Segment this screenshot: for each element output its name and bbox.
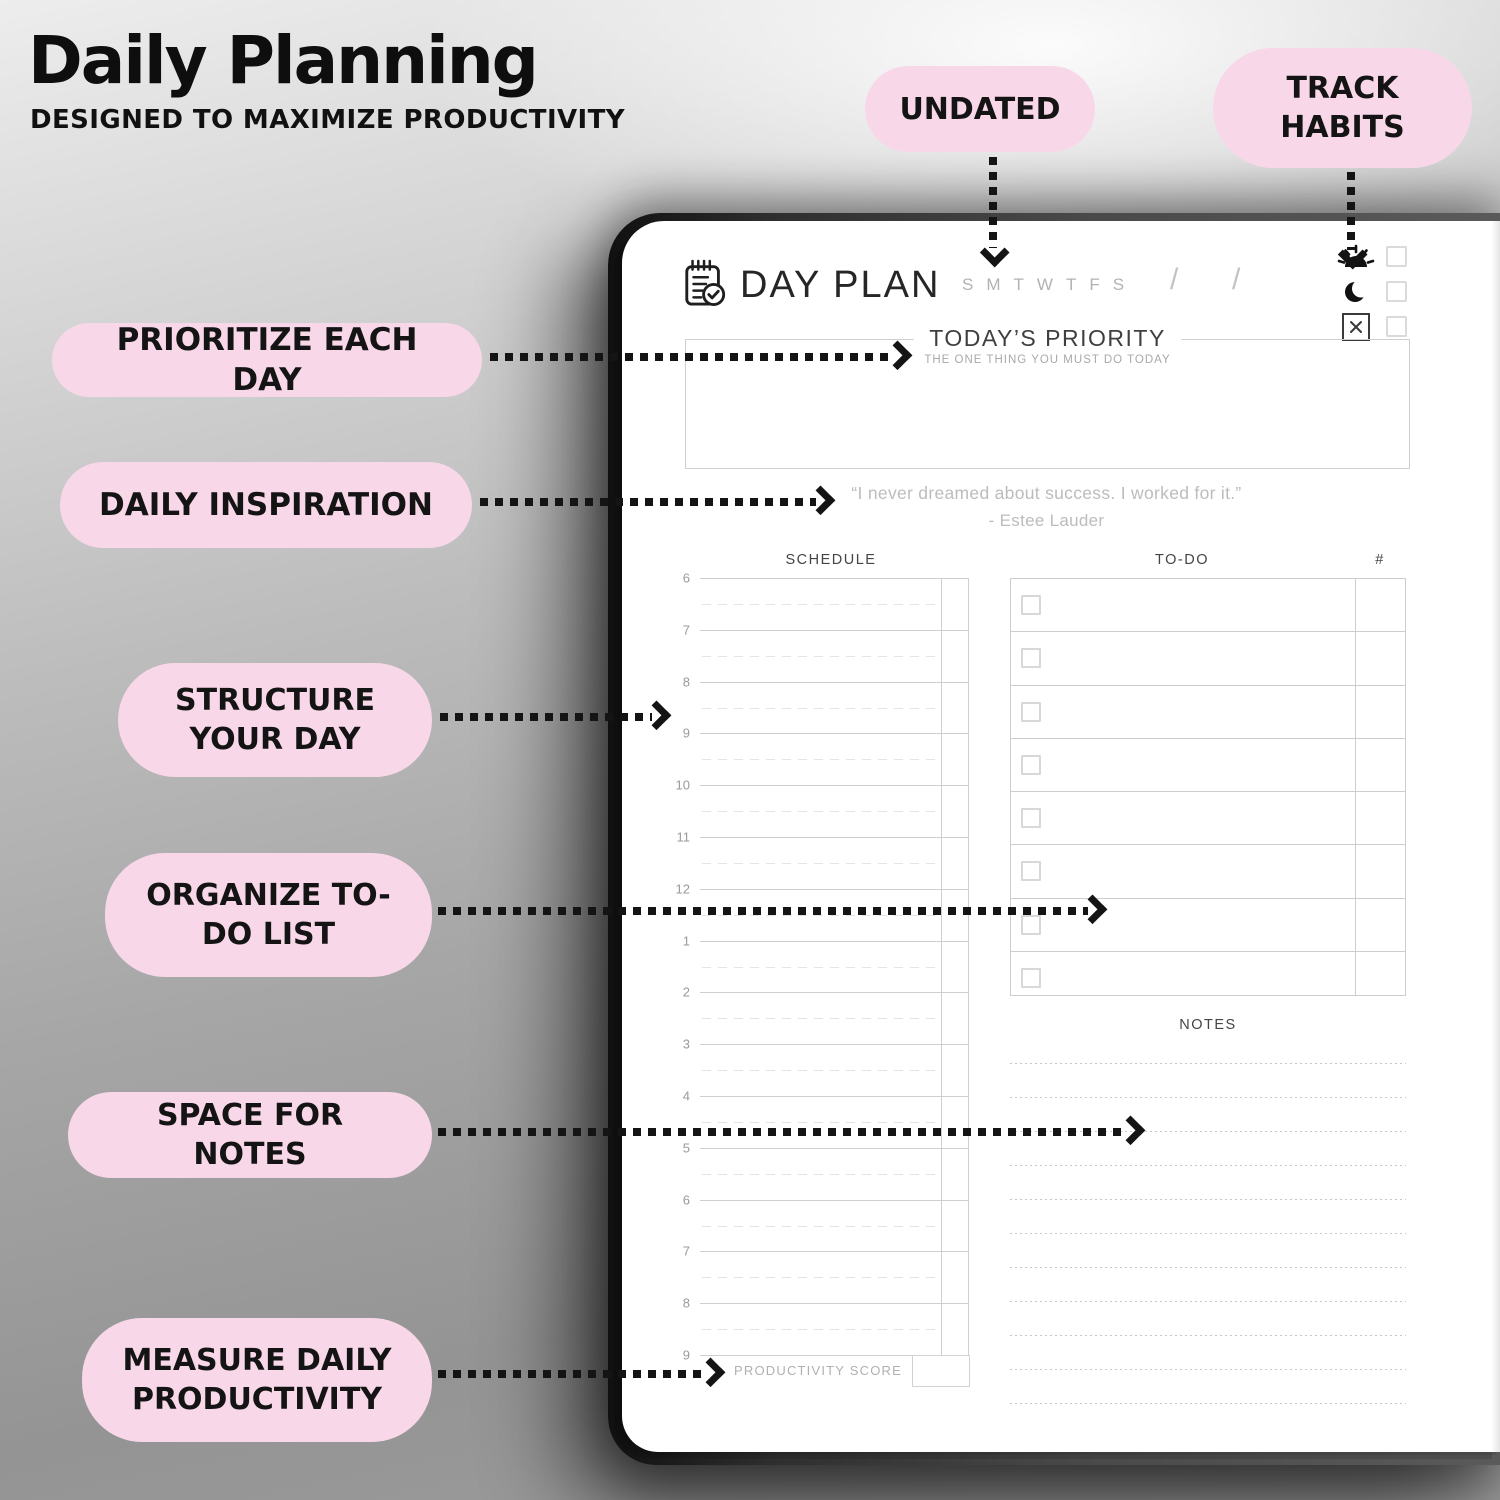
planner-page	[622, 221, 1500, 1452]
schedule-half-hour-line	[702, 604, 940, 605]
notes-line	[1010, 1335, 1406, 1336]
schedule-hour-label: 6	[682, 570, 690, 586]
schedule-half-hour-line	[702, 1122, 940, 1123]
schedule-half-hour-line	[702, 656, 940, 657]
notes-heading: NOTES	[1179, 1017, 1237, 1033]
notes-line	[1010, 1199, 1406, 1200]
todo-checkbox	[1021, 861, 1041, 881]
page-title: Daily Planning	[28, 22, 537, 99]
arrow-to-quote	[480, 498, 828, 506]
week-day-letter: S	[962, 275, 975, 294]
todo-row	[1011, 952, 1405, 1004]
schedule-hour-label: 3	[682, 1036, 690, 1052]
schedule-hour-line	[700, 889, 968, 890]
todo-row	[1011, 739, 1405, 792]
schedule-half-hour-line	[702, 811, 940, 812]
notes-line	[1010, 1301, 1406, 1302]
schedule-hour-line	[700, 837, 968, 838]
clipboard-check-icon	[682, 257, 728, 314]
date-slash: /	[1232, 263, 1241, 296]
schedule-hour-label: 8	[682, 674, 690, 690]
week-day-letter: M	[986, 275, 1002, 294]
arrow-to-priority-box	[490, 353, 905, 361]
schedule-hour-line	[700, 1303, 968, 1304]
schedule-hour-label: 7	[682, 1243, 690, 1259]
priority-subheading: THE ONE THING YOU MUST DO TODAY	[924, 354, 1171, 366]
schedule-hour-line	[700, 1044, 968, 1045]
schedule-hour-line	[700, 992, 968, 993]
todo-checkbox	[1021, 755, 1041, 775]
todo-row	[1011, 579, 1405, 632]
notes-line	[1010, 1165, 1406, 1166]
callout-structure-your-day: STRUCTURE YOUR DAY	[118, 663, 432, 777]
schedule-hour-label: 2	[682, 984, 690, 1000]
schedule-hour-label: 7	[682, 622, 690, 638]
schedule-hour-line	[700, 578, 968, 579]
schedule-grid	[660, 570, 968, 1363]
schedule-hour-line	[700, 733, 968, 734]
week-day-letter: F	[1089, 275, 1101, 294]
habit-row-evening	[1335, 278, 1407, 305]
schedule-hour-label: 5	[682, 1140, 690, 1156]
arrow-to-schedule	[440, 713, 664, 721]
schedule-hour-label: 10	[675, 777, 690, 793]
todo-row	[1011, 845, 1405, 898]
todo-heading: TO-DO	[1155, 552, 1209, 568]
notes-line	[1010, 1097, 1406, 1098]
week-day-letter: W	[1036, 275, 1054, 294]
schedule-hour-label: 11	[676, 829, 690, 845]
moon-icon	[1335, 280, 1377, 304]
todo-row	[1011, 792, 1405, 845]
schedule-half-hour-line	[702, 1070, 940, 1071]
date-slash: /	[1170, 263, 1179, 296]
schedule-hour-label: 9	[682, 1347, 690, 1363]
callout-organize-todo: ORGANIZE TO-DO LIST	[105, 853, 432, 977]
callout-measure-productivity: MEASURE DAILY PRODUCTIVITY	[82, 1318, 432, 1442]
callout-prioritize: PRIORITIZE EACH DAY	[52, 323, 482, 397]
schedule-hour-label: 4	[682, 1088, 690, 1104]
callout-space-for-notes: SPACE FOR NOTES	[68, 1092, 432, 1178]
habit-checkbox	[1386, 316, 1407, 337]
habit-checkbox	[1386, 281, 1407, 302]
schedule-hour-label: 1	[682, 933, 690, 949]
todo-checkbox	[1021, 915, 1041, 935]
arrow-to-productivity-score	[438, 1370, 718, 1378]
week-day-selector	[962, 275, 1125, 295]
notes-line	[1010, 1369, 1406, 1370]
schedule-half-hour-line	[702, 1174, 940, 1175]
schedule-half-hour-line	[702, 967, 940, 968]
daily-quote	[685, 483, 1408, 531]
arrow-to-date-row	[989, 157, 997, 260]
callout-track-habits: TRACK HABITS	[1213, 48, 1472, 168]
schedule-half-hour-line	[702, 1329, 940, 1330]
week-day-letter: T	[1065, 275, 1078, 294]
schedule-hour-label: 12	[675, 881, 690, 897]
callout-undated: UNDATED	[865, 66, 1095, 152]
page-subtitle: DESIGNED TO MAXIMIZE PRODUCTIVITY	[30, 105, 625, 136]
notes-line	[1010, 1063, 1406, 1064]
schedule-hour-line	[700, 1096, 968, 1097]
todo-checkbox	[1021, 968, 1041, 988]
schedule-hour-label: 8	[682, 1295, 690, 1311]
schedule-hour-label: 9	[682, 725, 690, 741]
schedule-column-divider	[941, 578, 942, 1355]
callout-daily-inspiration: DAILY INSPIRATION	[60, 462, 472, 548]
productivity-score-label: PRODUCTIVITY SCORE	[734, 1363, 902, 1378]
todo-row	[1011, 632, 1405, 685]
schedule-hour-line	[700, 682, 968, 683]
productivity-score-box	[912, 1355, 970, 1387]
quote-author: - Estee Lauder	[988, 511, 1105, 530]
todo-checkbox	[1021, 808, 1041, 828]
schedule-hour-line	[700, 630, 968, 631]
schedule-hour-line	[700, 1200, 968, 1201]
schedule-half-hour-line	[702, 759, 940, 760]
todo-row	[1011, 686, 1405, 739]
schedule-half-hour-line	[702, 1277, 940, 1278]
arrow-to-habit-tracker	[1347, 172, 1355, 262]
arrow-to-notes	[438, 1128, 1138, 1136]
notes-line	[1010, 1267, 1406, 1268]
todo-checkbox	[1021, 702, 1041, 722]
schedule-heading: SCHEDULE	[785, 552, 877, 568]
week-day-letter: T	[1013, 275, 1025, 294]
todo-checkbox	[1021, 648, 1041, 668]
priority-heading: TODAY’S PRIORITY	[913, 325, 1182, 352]
planner-header	[682, 257, 940, 314]
schedule-half-hour-line	[702, 708, 940, 709]
todo-count-heading: #	[1375, 552, 1385, 568]
todo-checkbox	[1021, 595, 1041, 615]
quote-text: “I never dreamed about success. I worked for it.”	[851, 483, 1242, 503]
habit-row-custom	[1335, 313, 1407, 340]
schedule-hour-line	[700, 1251, 968, 1252]
planner-title: DAY PLAN	[740, 264, 941, 306]
schedule-half-hour-line	[702, 863, 940, 864]
notes-line	[1010, 1403, 1406, 1404]
notes-line	[1010, 1233, 1406, 1234]
schedule-right-border	[968, 578, 969, 1355]
schedule-half-hour-line	[702, 1018, 940, 1019]
x-box-icon	[1335, 313, 1377, 341]
schedule-hour-line	[700, 941, 968, 942]
week-day-letter: S	[1112, 275, 1126, 294]
habit-checkbox	[1386, 246, 1407, 267]
schedule-hour-line	[700, 1148, 968, 1149]
arrow-to-todo-list	[438, 907, 1100, 915]
schedule-hour-label: 6	[682, 1192, 690, 1208]
headline-block	[28, 22, 668, 136]
schedule-half-hour-line	[702, 1226, 940, 1227]
todo-list	[1010, 578, 1406, 996]
schedule-hour-line	[700, 785, 968, 786]
